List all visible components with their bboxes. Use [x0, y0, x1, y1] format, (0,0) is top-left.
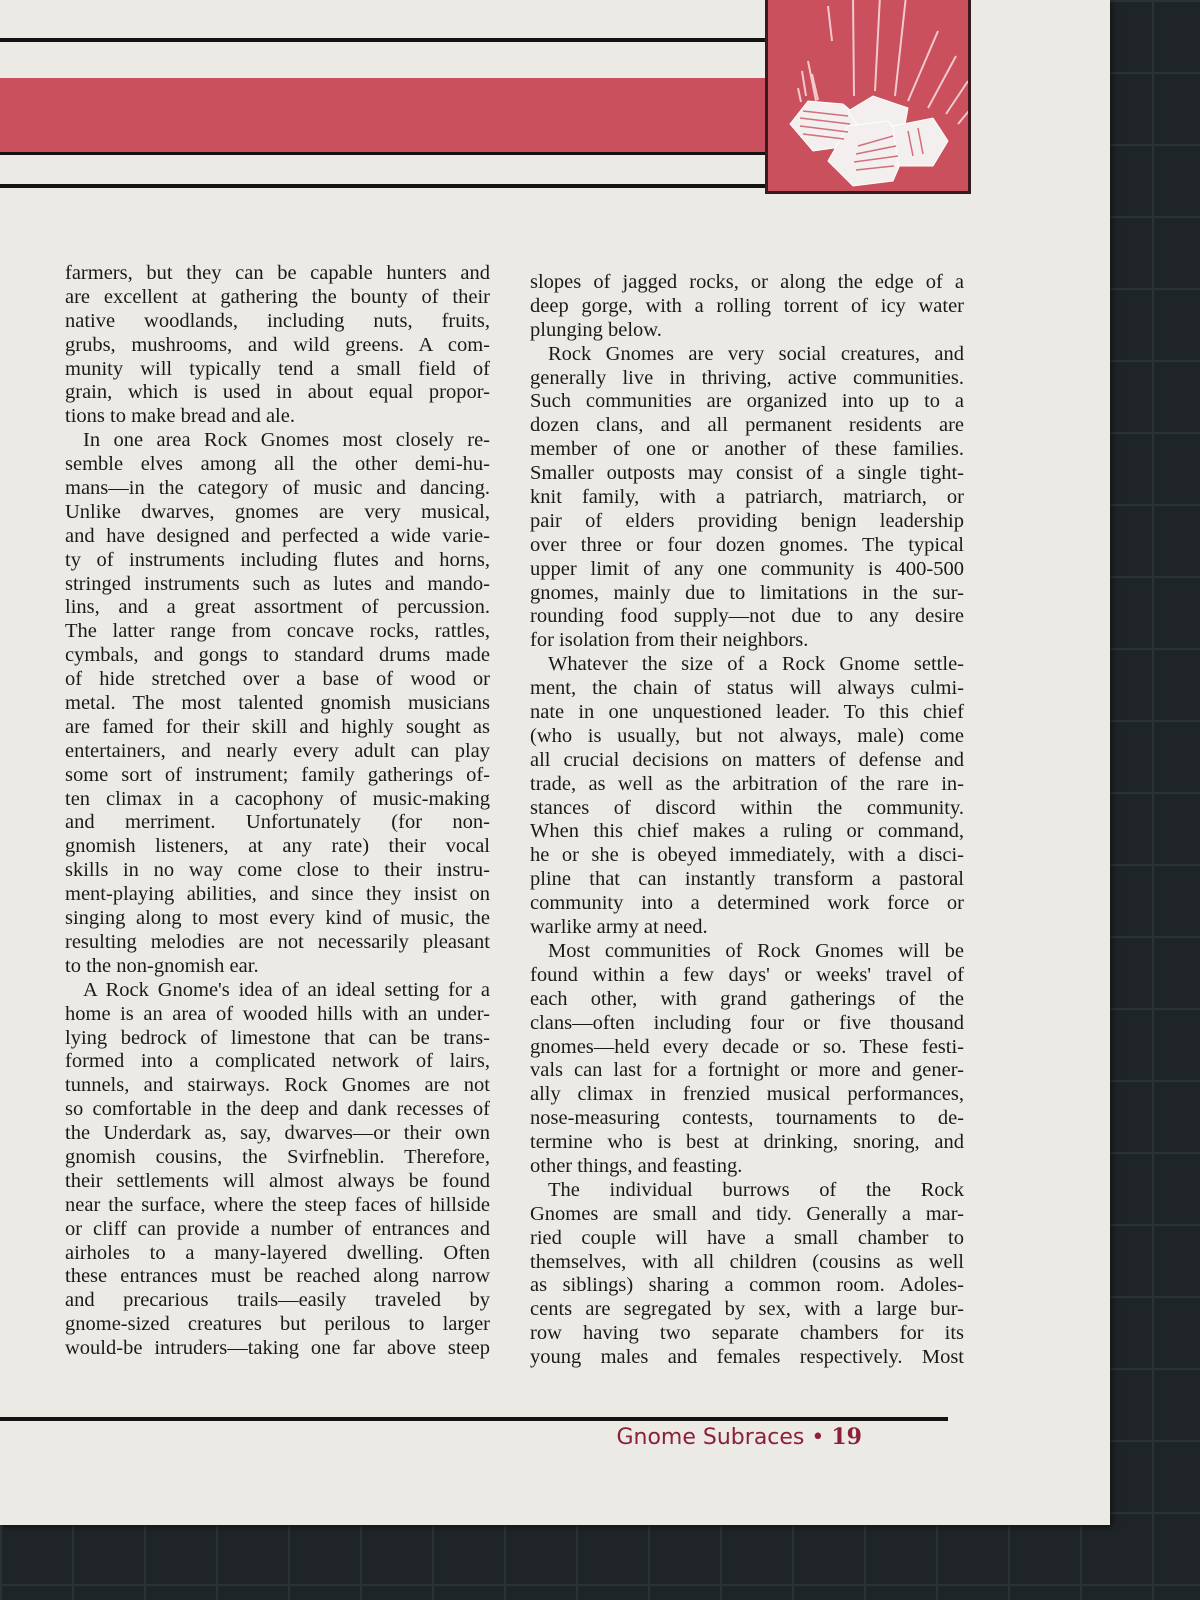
text-line: found within a few days' or weeks' travel of: [530, 963, 964, 986]
text-line: for isolation from their neighbors.: [530, 629, 809, 652]
text-line: farmers, but they can be capable hunters and: [65, 262, 490, 284]
text-line: singing along to most every kind of music, the: [65, 907, 490, 930]
text-line: and have designed and perfected a wide varie-: [65, 524, 490, 547]
text-line: upper limit of any one community is 400-500: [530, 557, 964, 580]
page-number: 19: [831, 1424, 862, 1450]
text-line: entertainers, and nearly every adult can play: [65, 739, 490, 762]
text-line: gnomes—held every decade or so. These festi-: [530, 1035, 964, 1058]
text-line: tions to make bread and ale.: [65, 405, 295, 428]
text-line: formed into a complicated network of lairs,: [65, 1050, 490, 1073]
text-line: grain, which is used in about equal propor-: [65, 381, 490, 404]
text-line: row having two separate chambers for its: [530, 1322, 964, 1345]
text-line: native woodlands, including nuts, fruits,: [65, 309, 490, 332]
text-line: gnome-sized creatures but perilous to larger: [65, 1313, 490, 1336]
paragraph: [530, 1179, 964, 1370]
paragraph: [65, 979, 490, 1361]
text-line: near the surface, where the steep faces of hillside: [65, 1193, 490, 1216]
text-line: member of one or another of these families.: [530, 438, 964, 461]
text-line: When this chief makes a ruling or command,: [530, 820, 964, 843]
text-line: Gnomes are small and tidy. Generally a mar-: [530, 1202, 964, 1225]
paragraph: [530, 343, 964, 654]
text-column-left: [65, 262, 490, 1361]
text-line: lying bedrock of limestone that can be trans-: [65, 1026, 490, 1049]
header-rule-bottom: [0, 184, 768, 188]
running-footer: [616, 1424, 862, 1450]
text-line: ten climax in a cacophony of music-making: [65, 787, 490, 810]
text-line: Most communities of Rock Gnomes will be: [548, 939, 964, 962]
text-line: he or she is obeyed immediately, with a disci-: [530, 844, 964, 867]
text-line: gnomish cousins, the Svirfneblin. Therefore,: [65, 1145, 490, 1168]
text-line: are excellent at gathering the bounty of their: [65, 285, 490, 308]
text-line: some sort of instrument; family gatherings of-: [65, 763, 490, 786]
text-line: home is an area of wooded hills with an under-: [65, 1002, 490, 1025]
text-line: nate in one unquestioned leader. To this chief: [530, 701, 964, 724]
text-line: young males and females respectively. Most: [530, 1346, 964, 1369]
text-line: clans—often including four or five thousand: [530, 1011, 964, 1034]
gems-emblem-icon: [765, 0, 971, 194]
footer-section-title: Gnome Subraces: [616, 1425, 805, 1450]
footer-rule: [0, 1417, 948, 1421]
text-line: tunnels, and stairways. Rock Gnomes are not: [65, 1074, 490, 1097]
text-line: as siblings) sharing a common room. Adoles-: [530, 1274, 964, 1297]
text-line: dozen clans, and all permanent residents are: [530, 414, 964, 437]
text-line: airholes to a many-layered dwelling. Often: [65, 1241, 490, 1264]
text-line: rounding food supply—not due to any desire: [530, 605, 964, 628]
text-line: knit family, with a patriarch, matriarch, or: [530, 486, 964, 509]
text-line: termine who is best at drinking, snoring, and: [530, 1131, 964, 1154]
text-line: themselves, with all children (cousins as well: [530, 1250, 964, 1273]
text-line: to the non-gnomish ear.: [65, 954, 259, 977]
text-line: skills in no way come close to their instru-: [65, 859, 490, 882]
text-line: ty of instruments including flutes and horns,: [65, 548, 490, 571]
text-column-right: [530, 271, 964, 1370]
text-line: The individual burrows of the Rock: [548, 1178, 964, 1201]
text-line: are famed for their skill and highly sought as: [65, 715, 490, 738]
text-line: plunging below.: [530, 318, 662, 341]
header-red-band: [0, 78, 770, 154]
text-line: In one area Rock Gnomes most closely re-: [83, 429, 490, 452]
text-line: (who is usually, but not always, male) come: [530, 724, 964, 747]
paragraph: [530, 940, 964, 1179]
paragraph: [65, 429, 490, 978]
header-rule-mid: [0, 152, 768, 155]
text-line: their settlements will almost always be found: [65, 1169, 490, 1192]
text-line: ally climax in frenzied musical performances,: [530, 1083, 964, 1106]
text-line: pline that can instantly transform a pastoral: [530, 868, 964, 891]
text-line: other things, and feasting.: [530, 1154, 743, 1177]
paragraph: [530, 271, 964, 343]
text-line: The latter range from concave rocks, rattles,: [65, 620, 490, 643]
text-line: trade, as well as the arbitration of the rare in-: [530, 772, 964, 795]
text-line: lins, and a great assortment of percussion.: [65, 596, 490, 619]
text-line: over three or four dozen gnomes. The typical: [530, 533, 964, 556]
text-line: semble elves among all the other demi-hu-: [65, 453, 490, 476]
text-line: slopes of jagged rocks, or along the edge of a: [530, 271, 964, 293]
text-line: Such communities are organized into up to a: [530, 390, 964, 413]
text-line: each other, with grand gatherings of the: [530, 987, 964, 1010]
text-line: Smaller outposts may consist of a single tight-: [530, 462, 964, 485]
text-line: deep gorge, with a rolling torrent of icy water: [530, 294, 964, 317]
text-line: ment, the chain of status will always culmi-: [530, 677, 964, 700]
text-line: community into a determined work force or: [530, 892, 964, 915]
text-line: Unlike dwarves, gnomes are very musical,: [65, 500, 490, 523]
text-line: warlike army at need.: [530, 916, 708, 939]
paragraph: [530, 653, 964, 940]
text-line: A Rock Gnome's idea of an ideal setting for a: [83, 978, 490, 1001]
text-line: munity will typically tend a small field of: [65, 357, 490, 380]
text-line: vals can last for a fortnight or more and gener-: [530, 1059, 964, 1082]
text-line: generally live in thriving, active communities.: [530, 366, 964, 389]
text-line: all crucial decisions on matters of defense and: [530, 748, 964, 771]
text-line: stances of discord within the community.: [530, 796, 964, 819]
text-line: ried couple will have a small chamber to: [530, 1226, 964, 1249]
text-line: and merriment. Unfortunately (for non-: [65, 811, 490, 834]
text-line: gnomish listeners, at any rate) their vocal: [65, 835, 490, 858]
text-line: metal. The most talented gnomish musicians: [65, 692, 490, 715]
text-line: would-be intruders—taking one far above steep: [65, 1337, 490, 1360]
text-line: or cliff can provide a number of entrances and: [65, 1217, 490, 1240]
text-line: these entrances must be reached along narrow: [65, 1265, 490, 1288]
text-line: and precarious trails—easily traveled by: [65, 1289, 490, 1312]
text-line: cymbals, and gongs to standard drums made: [65, 644, 490, 667]
footer-bullet: •: [811, 1425, 825, 1450]
text-line: Rock Gnomes are very social creatures, and: [548, 342, 964, 365]
text-line: ment-playing abilities, and since they insist on: [65, 883, 490, 906]
text-line: nose-measuring contests, tournaments to de-: [530, 1107, 964, 1130]
paragraph: [65, 262, 490, 429]
text-line: resulting melodies are not necessarily pleasant: [65, 930, 490, 953]
text-line: the Underdark as, say, dwarves—or their own: [65, 1122, 490, 1145]
text-line: cents are segregated by sex, with a large bur-: [530, 1298, 964, 1321]
text-line: pair of elders providing benign leadership: [530, 509, 964, 532]
text-line: of hide stretched over a base of wood or: [65, 668, 490, 691]
text-line: gnomes, mainly due to limitations in the sur-: [530, 581, 964, 604]
text-line: stringed instruments such as lutes and mando-: [65, 572, 490, 595]
text-line: Whatever the size of a Rock Gnome settle-: [548, 653, 964, 676]
header-rule-top: [0, 38, 768, 42]
text-line: grubs, mushrooms, and wild greens. A com-: [65, 333, 490, 356]
text-line: so comfortable in the deep and dank recesses of: [65, 1098, 490, 1121]
text-line: mans—in the category of music and dancing.: [65, 477, 490, 500]
